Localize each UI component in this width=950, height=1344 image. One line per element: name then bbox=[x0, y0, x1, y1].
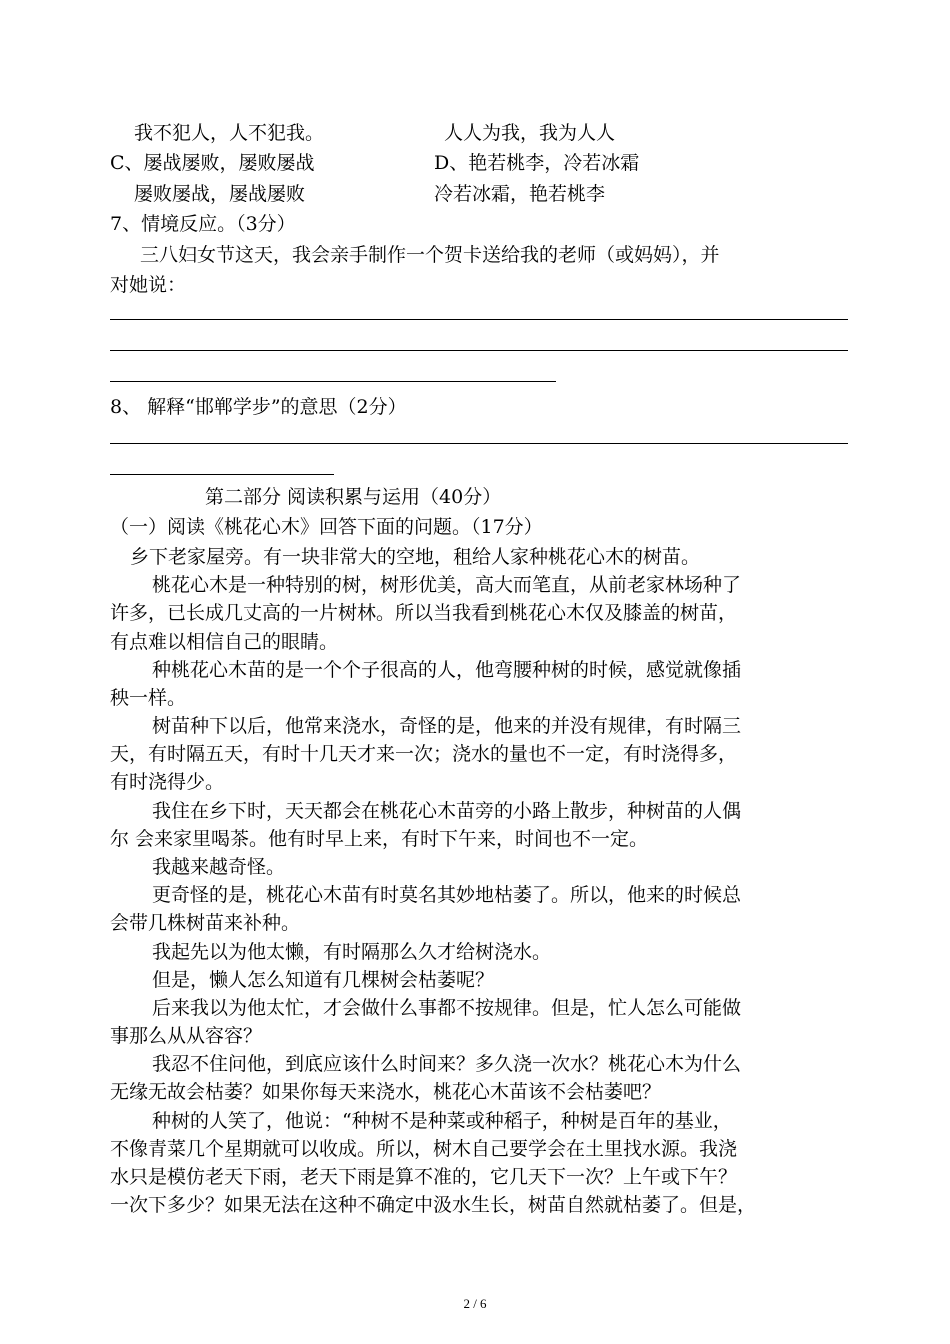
answer-line bbox=[110, 443, 848, 444]
answer-line bbox=[110, 319, 848, 320]
passage-line: 秧一样。 bbox=[110, 687, 187, 709]
passage-line: 但是，懒人怎么知道有几棵树会枯萎呢？ bbox=[152, 969, 495, 991]
passage-line: 天，有时隔五天，有时十几天才来一次；浇水的量也不一定，有时浇得多， bbox=[110, 743, 738, 765]
passage-line: 乡下老家屋旁。有一块非常大的空地，租给人家种桃花心木的树苗。 bbox=[130, 546, 701, 568]
option-c-text: C、屡战屡败，屡败屡战 bbox=[110, 152, 315, 174]
section-1-title: （一）阅读《桃花心木》回答下面的问题。（17分） bbox=[110, 516, 543, 538]
question-7-prompt-line-2: 对她说： bbox=[110, 274, 187, 296]
option-c-continuation: 屡败屡战，屡战屡败 bbox=[134, 183, 306, 205]
page-number: 2 / 6 bbox=[463, 1296, 487, 1311]
answer-line bbox=[110, 381, 556, 382]
passage-line: 后来我以为他太忙，才会做什么事都不按规律。但是，忙人怎么可能做 bbox=[152, 997, 742, 1019]
option-d-text: D、艳若桃李，冷若冰霜 bbox=[434, 152, 640, 174]
passage-line: 我起先以为他太懒，有时隔那么久才给树浇水。 bbox=[152, 941, 552, 963]
passage-line: 有时浇得少。 bbox=[110, 771, 225, 793]
passage-line: 许多，已长成几丈高的一片树林。所以当我看到桃花心木仅及膝盖的树苗， bbox=[110, 602, 738, 624]
passage-line: 我住在乡下时，天天都会在桃花心木苗旁的小路上散步，种树苗的人偶 bbox=[152, 800, 742, 822]
passage-line: 桃花心木是一种特别的树，树形优美，高大而笔直，从前老家林场种了 bbox=[152, 574, 742, 596]
passage-line: 不像青菜几个星期就可以收成。所以，树木自己要学会在土里找水源。我浇 bbox=[110, 1138, 738, 1160]
question-7-prompt-line-1: 三八妇女节这天，我会亲手制作一个贺卡送给我的老师（或妈妈），并 bbox=[140, 244, 720, 266]
passage-line: 无缘无故会枯萎？如果你每天来浇水，桃花心木苗该不会枯萎吧？ bbox=[110, 1081, 662, 1103]
passage-line: 我越来越奇怪。 bbox=[152, 856, 286, 878]
passage-line: 种桃花心木苗的是一个个子很高的人，他弯腰种树的时候，感觉就像插 bbox=[152, 659, 742, 681]
passage-line: 树苗种下以后，他常来浇水，奇怪的是，他来的并没有规律，有时隔三 bbox=[152, 715, 742, 737]
passage-line: 事那么从从容容？ bbox=[110, 1025, 263, 1047]
passage-line: 一次下多少？如果无法在这种不确定中汲水生长，树苗自然就枯萎了。但是， bbox=[110, 1194, 757, 1216]
part-2-heading: 第二部分 阅读积累与运用（40分） bbox=[205, 486, 502, 508]
question-7-title: 7、情境反应。（3分） bbox=[110, 213, 296, 235]
passage-line: 我忍不住问他，到底应该什么时间来？多久浇一次水？桃花心木为什么 bbox=[152, 1053, 742, 1075]
passage-line: 水只是模仿老天下雨，老天下雨是算不准的，它几天下一次？上午或下午？ bbox=[110, 1166, 738, 1188]
option-b-left-text: 我不犯人，人不犯我。 bbox=[134, 122, 325, 144]
passage-line: 尔 会来家里喝茶。他有时早上来，有时下午来，时间也不一定。 bbox=[110, 828, 649, 850]
passage-line: 种树的人笑了，他说：“种树不是种菜或种稻子，种树是百年的基业， bbox=[152, 1110, 732, 1132]
answer-line bbox=[110, 474, 334, 475]
passage-line: 更奇怪的是，桃花心木苗有时莫名其妙地枯萎了。所以，他来的时候总 bbox=[152, 884, 742, 906]
passage-line: 会带几株树苗来补种。 bbox=[110, 912, 301, 934]
passage-line: 有点难以相信自己的眼睛。 bbox=[110, 631, 339, 653]
option-d-continuation: 冷若冰霜，艳若桃李 bbox=[434, 183, 606, 205]
answer-line bbox=[110, 350, 848, 351]
question-8-title: 8、 解释“邯郸学步”的意思（2分） bbox=[110, 396, 407, 418]
option-b-right-text: 人人为我，我为人人 bbox=[444, 122, 616, 144]
